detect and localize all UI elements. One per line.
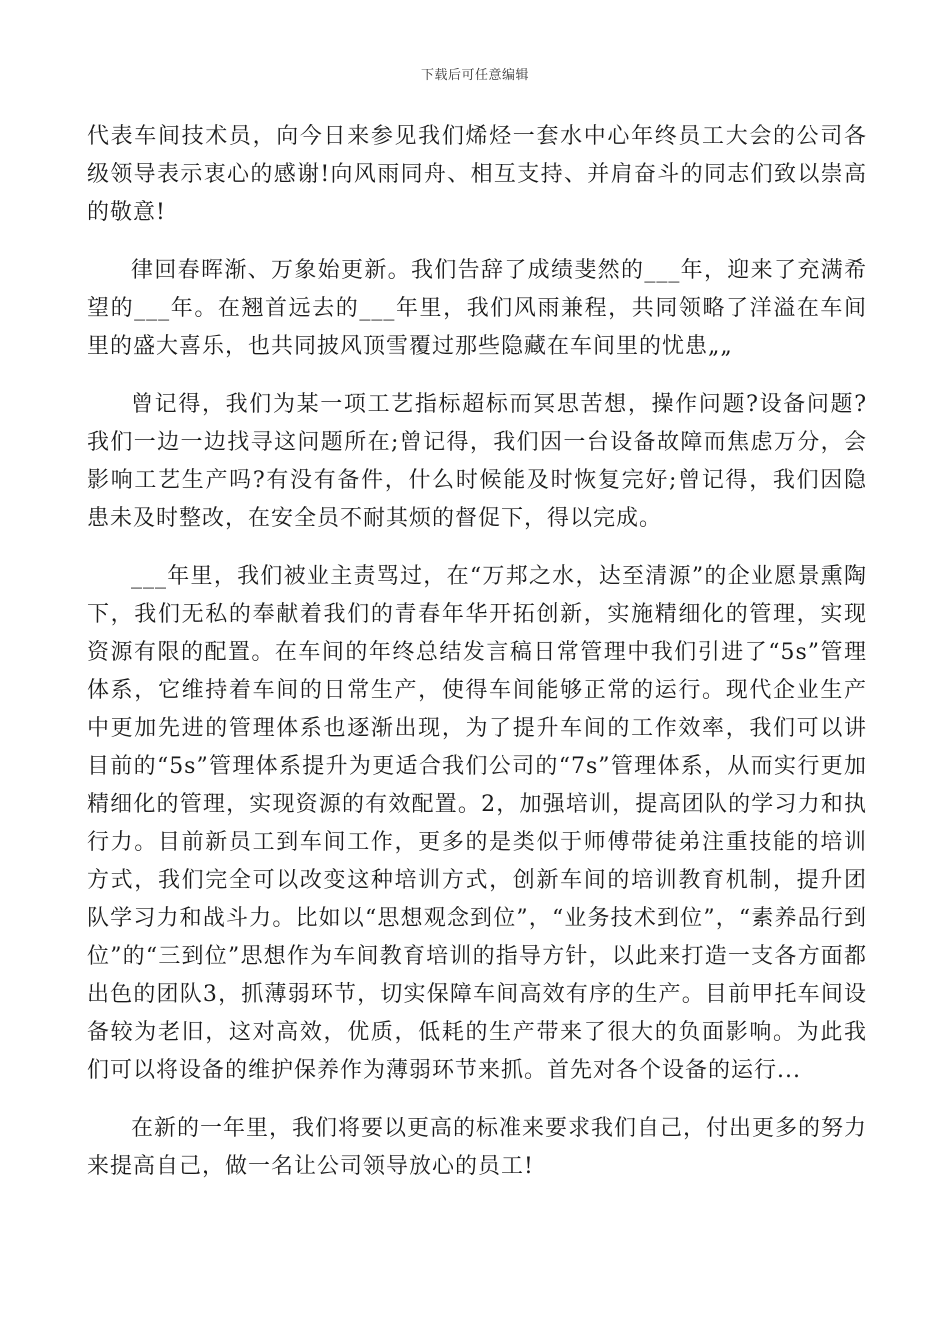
paragraph-2: 律回春晖渐、万象始更新。我们告辞了成绩斐然的___年，迎来了充满希望的___年。在翘首远去的___年里，我们风雨兼程，共同领略了洋溢在车间里的盛大喜乐，也共同披风顶雪覆过那些隐藏在车间里的忧患„„ — [87, 258, 867, 359]
document-body — [87, 118, 867, 1206]
page-header-note: 下载后可任意编辑 — [420, 68, 529, 83]
paragraph-1: 代表车间技术员，向今日来参见我们烯烃一套水中心年终员工大会的公司各级领导表示衷心的感谢!向风雨同舟、相互支持、并肩奋斗的同志们致以崇高的敬意! — [87, 124, 867, 225]
paragraph-5: 在新的一年里，我们将要以更高的标准来要求我们自己，付出更多的努力来提高自己，做一名让公司领导放心的员工! — [87, 1116, 868, 1179]
paragraph-3: 曾记得，我们为某一项工艺指标超标而冥思苦想，操作问题?设备问题?我们一边一边找寻这问题所在;曾记得，我们因一台设备故障而焦虑万分，会影响工艺生产吗?有没有备件，什么时候能及时恢复完好;曾记得，我们因隐患未及时整改，在安全员不耐其烦的督促下，得以完成。 — [87, 392, 867, 531]
paragraph-4: ___年里，我们被业主责骂过，在“万邦之水，达至清源”的企业愿景熏陶下，我们无私的奉献着我们的青春年华开拓创新，实施精细化的管理，实现资源有限的配置。在车间的年终总结发言稿日常管理中我们引进了“5s”管理体系，它维持着车间的日常生产，使得车间能够正常的运行。现代企业生产中更加先进的管理体系也逐渐出现，为了提升车间的工作效率，我们可以讲目前的“5s”管理体系提升为更适合我们公司的“7s”管理体系，从而实行更加精细化的管理，实现资源的有效配置。2，加强培训，提高团队的学习力和执行力。目前新员工到车间工作，更多的是类似于师傅带徒弟注重技能的培训方式，我们完全可以改变这种培训方式，创新车间的培训教育机制，提升团队学习力和战斗力。比如以“思想观念到位”，“业务技术到位”，“素养品行到位”的“三到位”思想作为车间教育培训的指导方针，以此来打造一支各方面都出色的团队3，抓薄弱环节，切实保障车间高效有序的生产。目前甲托车间设备较为老旧，这对高效，优质，低耗的生产带来了很大的负面影响。为此我们可以将设备的维护保养作为薄弱环节来抓。首先对各个设备的运行... — [87, 564, 867, 1083]
